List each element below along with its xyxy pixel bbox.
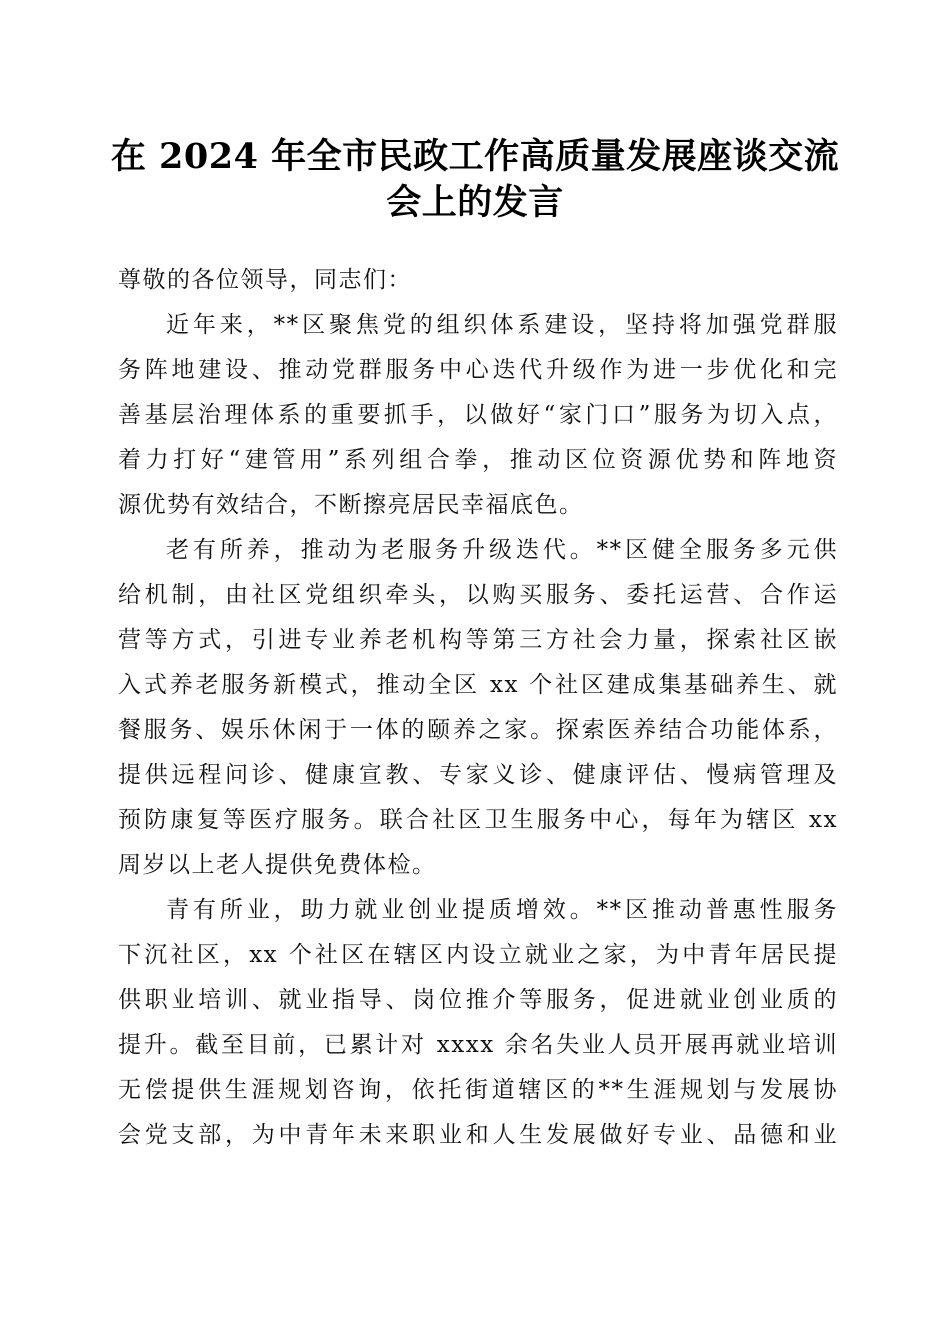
salutation: 尊敬的各位领导，同志们： xyxy=(118,267,412,293)
body-text-line: 老有所养，推动为老服务升级迭代。**区健全服务多元供 xyxy=(166,537,838,563)
body-text-line: 提升。截至目前，已累计对 xxxx 余名失业人员开展再就业培训 xyxy=(118,1032,838,1058)
body-text-line: 周岁以上老人提供免费体检。 xyxy=(118,852,437,878)
body-text-line: 善基层治理体系的重要抓手，以做好“家门口”服务为切入点， xyxy=(118,402,838,428)
title-line-1: 在 2024 年全市民政工作高质量发展座谈交流 xyxy=(110,136,840,177)
body-text-line: 下沉社区，xx 个社区在辖区内设立就业之家，为中青年居民提 xyxy=(118,942,838,968)
body-text-line: 源优势有效结合，不断擦亮居民幸福底色。 xyxy=(118,492,584,518)
body-text-line: 务阵地建设、推动党群服务中心迭代升级作为进一步优化和完 xyxy=(118,357,838,383)
body-text-line: 提供远程问诊、健康宣教、专家义诊、健康评估、慢病管理及 xyxy=(118,762,838,788)
title-line-2: 会上的发言 xyxy=(386,182,564,223)
body-text-line: 入式养老服务新模式，推动全区 xx 个社区建成集基础养生、就 xyxy=(118,672,838,698)
body-text-line: 青有所业，助力就业创业提质增效。**区推动普惠性服务 xyxy=(166,897,838,923)
body-text-line: 给机制，由社区党组织牵头，以购买服务、委托运营、合作运 xyxy=(118,582,838,608)
document-title xyxy=(100,134,850,226)
body-text-line: 无偿提供生涯规划咨询，依托街道辖区的**生涯规划与发展协 xyxy=(118,1077,838,1103)
body-text-line: 着力打好“建管用”系列组合拳，推动区位资源优势和阵地资 xyxy=(118,447,838,473)
body-text-line: 餐服务、娱乐休闲于一体的颐养之家。探索医养结合功能体系， xyxy=(118,717,838,743)
body-text-line: 预防康复等医疗服务。联合社区卫生服务中心，每年为辖区 xx xyxy=(118,807,838,833)
body-text-line: 近年来，**区聚焦党的组织体系建设，坚持将加强党群服 xyxy=(166,312,838,338)
body-text-line: 营等方式，引进专业养老机构等第三方社会力量，探索社区嵌 xyxy=(118,627,838,653)
document-body xyxy=(118,258,838,1158)
body-text-line: 供职业培训、就业指导、岗位推介等服务，促进就业创业质的 xyxy=(118,987,838,1013)
body-text-line: 会党支部，为中青年未来职业和人生发展做好专业、品德和业 xyxy=(118,1122,838,1148)
